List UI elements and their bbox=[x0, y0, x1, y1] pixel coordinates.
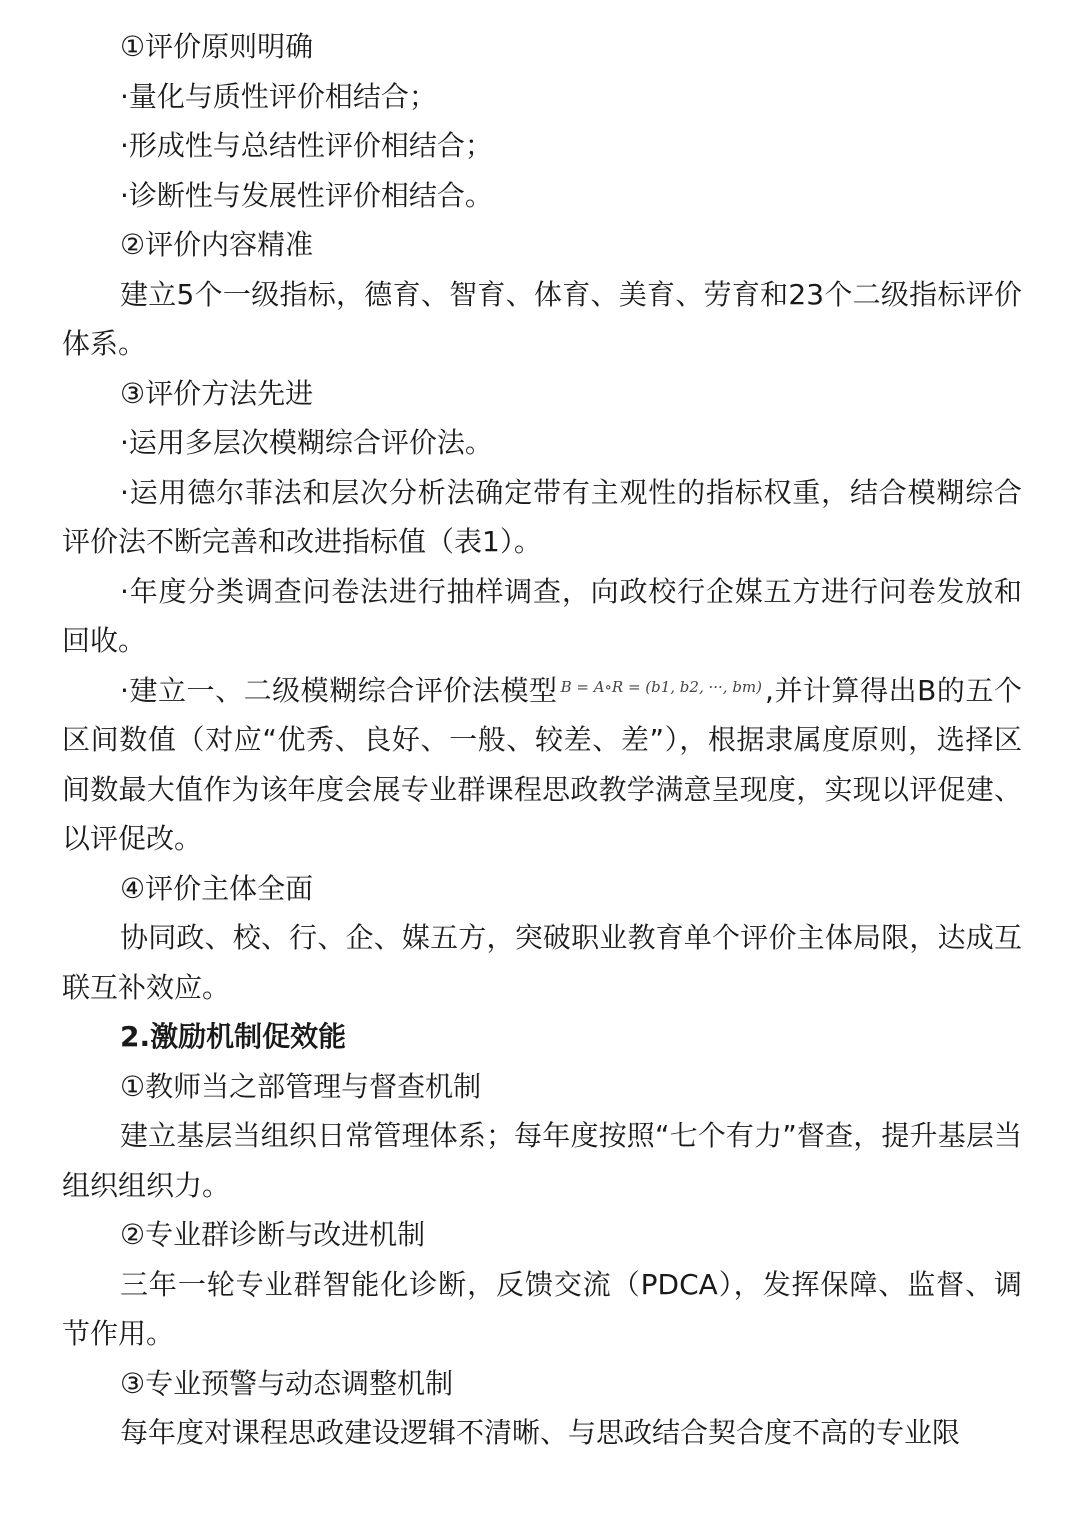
paragraph-five-parties: 协同政、校、行、企、媒五方，突破职业教育单个评价主体局限，达成互联互补效应。 bbox=[62, 921, 1022, 1004]
paragraph-fuzzy-model bbox=[62, 666, 1022, 864]
bullet-diagnostic-developmental: ·诊断性与发展性评价相结合。 bbox=[120, 178, 493, 212]
subheading-evaluation-content: ②评价内容精准 bbox=[120, 228, 314, 261]
bullet-quantitative-qualitative: ·量化与质性评价相结合； bbox=[120, 79, 437, 113]
bullet-delphi-ahp: ·运用德尔菲法和层次分析法确定带有主观性的指标权重，结合模糊综合评价法不断完善和改进指标值（表1）。 bbox=[62, 475, 1022, 558]
paragraph-pdca: 三年一轮专业群智能化诊断，反馈交流（PDCA），发挥保障、监督、调节作用。 bbox=[62, 1267, 1022, 1350]
paragraph-annual-review: 每年度对课程思政建设逻辑不清晰、与思政结合契合度不高的专业限 bbox=[120, 1416, 961, 1449]
subheading-evaluation-subjects: ④评价主体全面 bbox=[120, 871, 314, 905]
subheading-diagnosis-improvement: ②专业群诊断与改进机制 bbox=[120, 1218, 426, 1251]
bullet-formative-summative: ·形成性与总结性评价相结合； bbox=[120, 129, 493, 162]
subheading-evaluation-principles: ①评价原则明确 bbox=[120, 30, 314, 63]
document-page bbox=[62, 22, 1022, 1458]
model-text-before: ·建立一、二级模糊综合评价法模型 bbox=[120, 673, 558, 707]
paragraph-management-system: 建立基层当组织日常管理体系；每年度按照“七个有力”督查，提升基层当组织组织力。 bbox=[62, 1119, 1022, 1202]
model-text-after: ,并计算得出B的五个区间数值（对应“优秀、良好、一般、较差、差”），根据隶属度原则，选择区间数最大值作为该年度会展专业群课程思政教学满意呈现度，实现以评促建、以评促改。 bbox=[62, 673, 1022, 855]
bullet-fuzzy-evaluation: ·运用多层次模糊综合评价法。 bbox=[120, 426, 493, 459]
subheading-early-warning: ③专业预警与动态调整机制 bbox=[120, 1366, 454, 1400]
subheading-management-supervision: ①教师当之部管理与督查机制 bbox=[120, 1069, 482, 1103]
fuzzy-model-formula: B = A∘R = (b1, b2, ···, bm) bbox=[560, 677, 763, 696]
paragraph-indicator-system: 建立5个一级指标，德育、智育、体育、美育、劳育和23个二级指标评价体系。 bbox=[62, 277, 1022, 360]
section-heading-incentive: 2.激励机制促效能 bbox=[120, 1020, 347, 1053]
bullet-questionnaire: ·年度分类调查问卷法进行抽样调查，向政校行企媒五方进行问卷发放和回收。 bbox=[62, 574, 1022, 657]
subheading-evaluation-methods: ③评价方法先进 bbox=[120, 376, 314, 410]
